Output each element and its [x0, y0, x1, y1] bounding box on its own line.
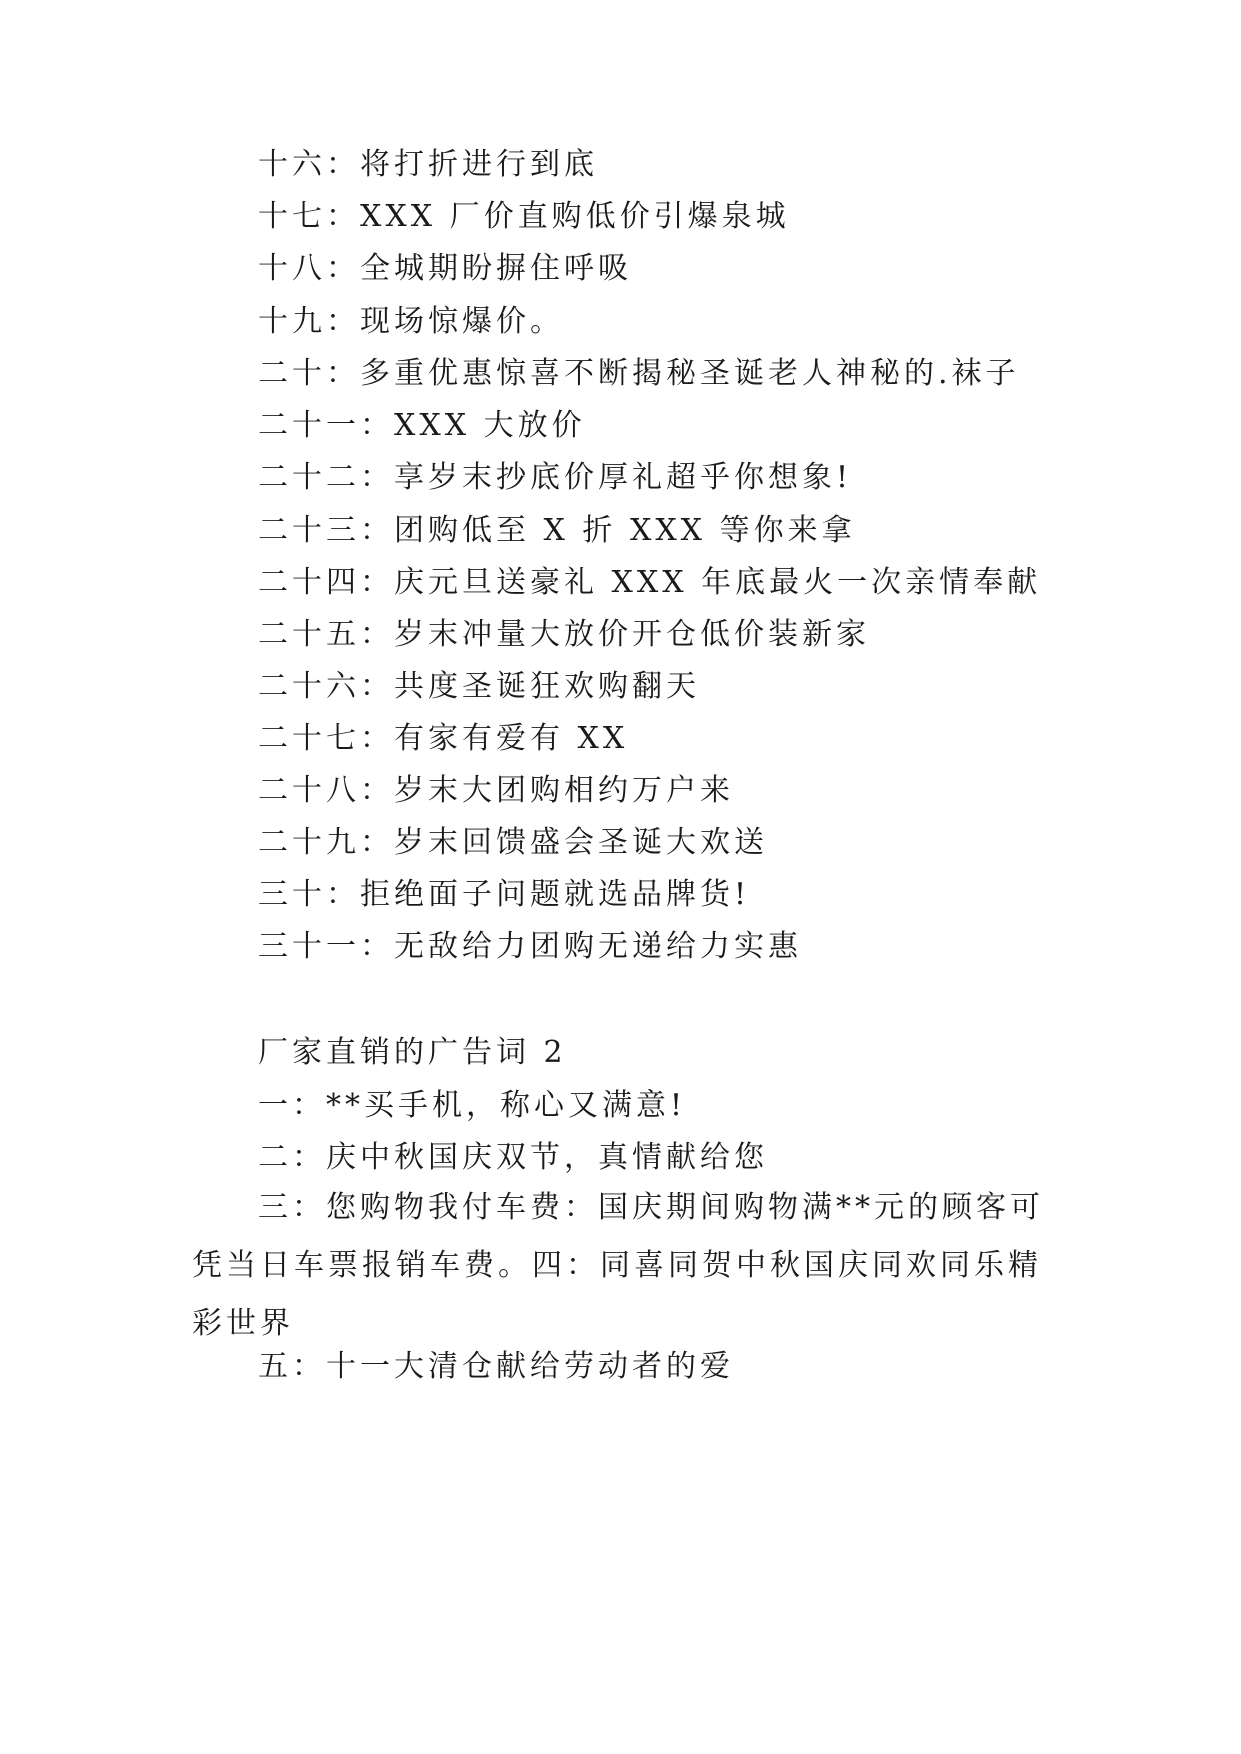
list-item: 二十四：庆元旦送豪礼 XXX 年底最火一次亲情奉献 [258, 565, 1042, 600]
list-item: 十九：现场惊爆价。 [258, 304, 564, 339]
list-item: 三十一：无敌给力团购无递给力实惠 [258, 929, 802, 964]
list-item: 二十九：岁末回馈盛会圣诞大欢送 [258, 825, 768, 860]
list-item: 二十七：有家有爱有 XX [258, 721, 629, 756]
list-item: 十八：全城期盼摒住呼吸 [258, 251, 632, 286]
list-item: 二十八：岁末大团购相约万户来 [258, 773, 734, 808]
paragraph: 三：您购物我付车费：国庆期间购物满**元的顾客可凭当日车票报销车费。四：同喜同贺中秋国庆同欢同乐精彩世界 [192, 1190, 1044, 1341]
list-item: 一：**买手机，称心又满意! [258, 1088, 687, 1123]
list-item: 二十三：团购低至 X 折 XXX 等你来拿 [258, 513, 856, 548]
list-item: 十六：将打折进行到底 [258, 147, 598, 182]
list-item: 二十一：XXX 大放价 [258, 408, 586, 443]
list-item: 二：庆中秋国庆双节，真情献给您 [258, 1140, 768, 1175]
list-item: 十七：XXX 厂价直购低价引爆泉城 [258, 199, 790, 234]
list-item: 二十二：享岁末抄底价厚礼超乎你想象! [258, 460, 853, 495]
list-item: 二十五：岁末冲量大放价开仓低价装新家 [258, 617, 870, 652]
list-item: 二十：多重优惠惊喜不断揭秘圣诞老人神秘的.袜子 [258, 356, 1020, 391]
list-item: 二十六：共度圣诞狂欢购翻天 [258, 669, 700, 704]
section-title: 厂家直销的广告词 2 [258, 1035, 567, 1070]
list-item: 五：十一大清仓献给劳动者的爱 [258, 1349, 734, 1384]
list-item: 三十：拒绝面子问题就选品牌货! [258, 877, 751, 912]
